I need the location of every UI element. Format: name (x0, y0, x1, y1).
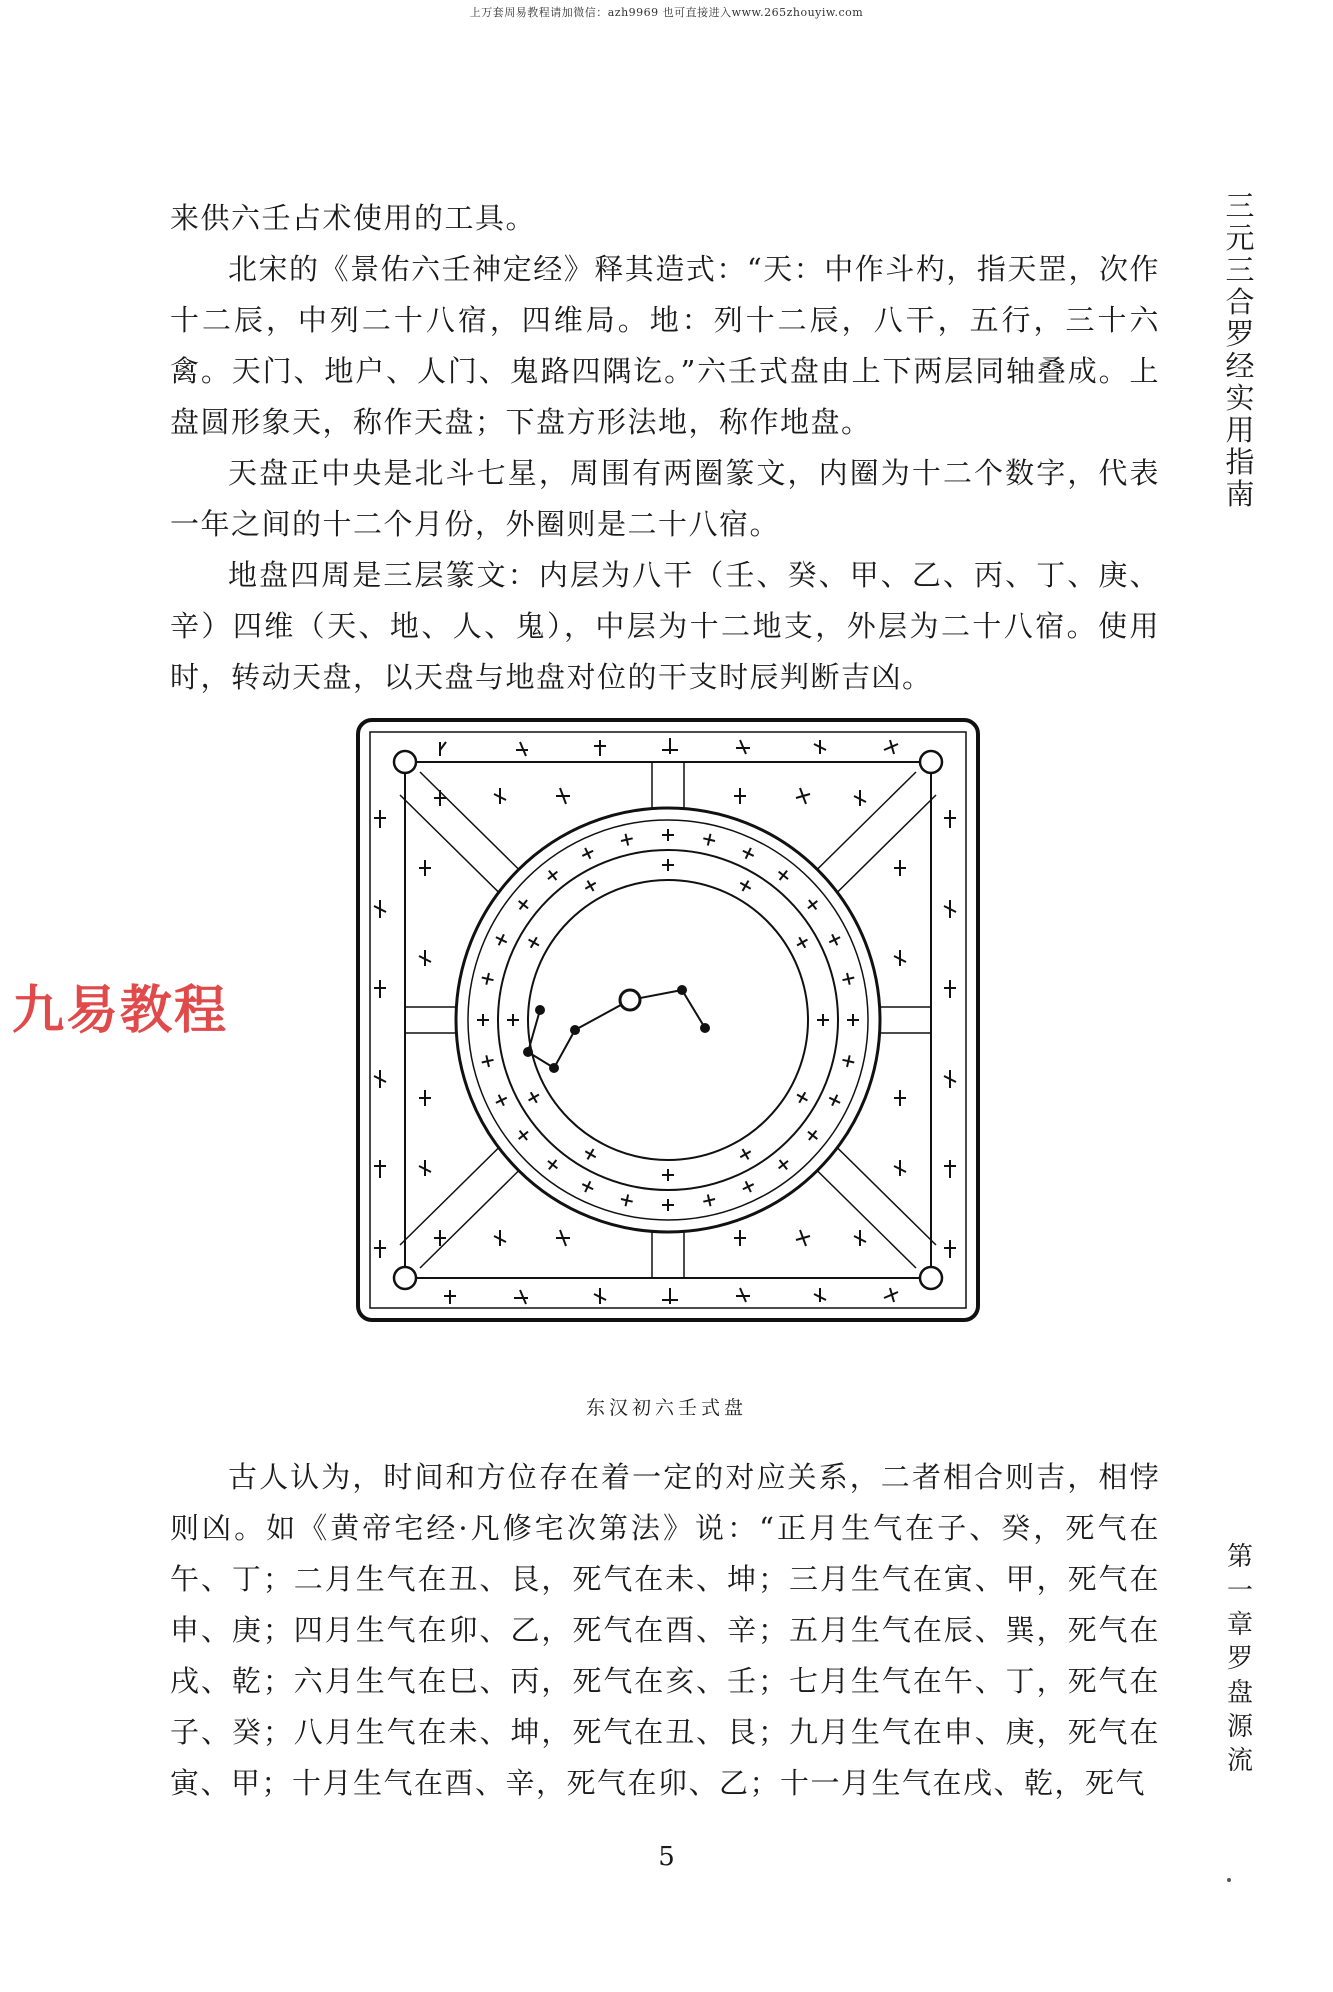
paragraph-3: 天盘正中央是北斗七星，周围有两圈篆文，内圈为十二个数字，代表一年之间的十二个月份，外圈则是二十八宿。 (170, 456, 1160, 541)
watermark: 九易教程 (12, 981, 229, 1041)
body-text-upper (170, 193, 1160, 703)
paragraph-2: 北宋的《景佑六壬神定经》释其造式：“天：中作斗杓，指天罡，次作十二辰，中列二十八宿，四维局。地：列十二辰，八干，五行，三十六禽。天门、地户、人门、鬼路四隅讫。”六壬式盘由上下两层同轴叠成。上盘圆形象天，称作天盘；下盘方形法地，称作地盘。 (170, 252, 1160, 439)
page-number: 5 (658, 1842, 675, 1872)
paragraph-5: 古人认为，时间和方位存在着一定的对应关系，二者相合则吉，相悖则凶。如《黄帝宅经·凡修宅次第法》说：“正月生气在子、癸，死气在午、丁；二月生气在丑、艮，死气在未、坤；三月生气在寅、甲，死气在申、庚；四月生气在卯、乙，死气在酉、辛；五月生气在辰、巽，死气在戌、乾；六月生气在巳、丙，死气在亥、壬；七月生气在午、丁，死气在子、癸；八月生气在未、坤，死气在丑、艮；九月生气在申、庚，死气在寅、甲；十月生气在酉、辛，死气在卯、乙；十一月生气在戌、乾，死气 (170, 1460, 1160, 1800)
sidebar-book-title: 三元三合罗经实用指南 (1225, 189, 1255, 511)
liuren-shipan-diagram (300, 710, 1000, 1370)
margin-dot (1227, 1878, 1231, 1882)
paragraph-4: 地盘四周是三层篆文：内层为八干（壬、癸、甲、乙、丙、丁、庚、辛）四维（天、地、人、鬼），中层为十二地支，外层为二十八宿。使用时，转动天盘，以天盘与地盘对位的干支时辰判断吉凶。 (170, 558, 1160, 694)
top-banner: 上万套周易教程请加微信：azh9969 也可直接进入www.265zhouyiw.com (469, 6, 864, 19)
sidebar-chapter-title: 第一章 罗盘源流 (1226, 1542, 1253, 1776)
paragraph-1: 来供六壬占术使用的工具。 (170, 201, 537, 235)
figure-caption: 东汉初六壬式盘 (585, 1397, 747, 1419)
